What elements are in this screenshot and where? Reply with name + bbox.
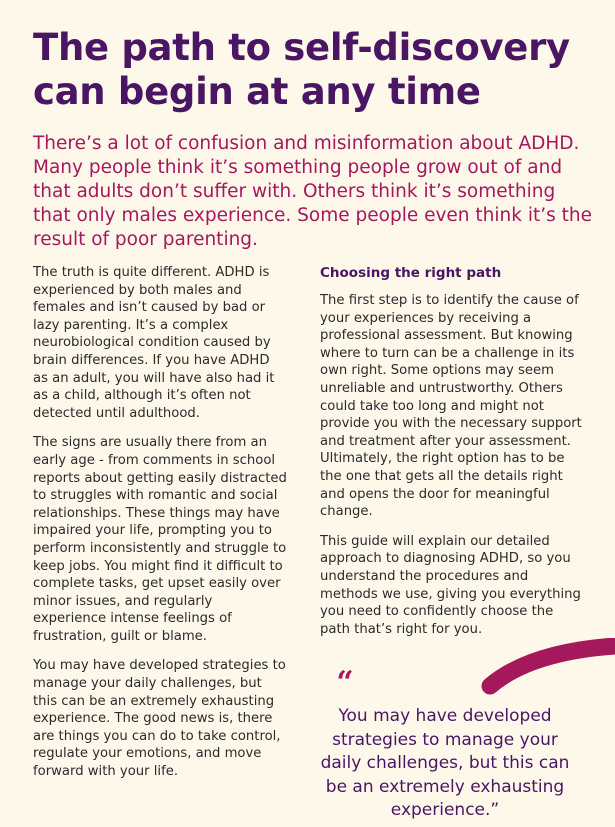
body-paragraph: You may have developed strategies to manage your daily challenges, but this can be an extremely exhausting experience. The good news is, there are things you can do to take control, regulate your emotions, and move forward with your life. [33,658,286,780]
left-column [33,264,287,793]
body-paragraph: The truth is quite different. ADHD is experienced by both males and females and isn’t caused by bad or lazy parenting. It’s a complex neurobiological condition caused by brain differences. If you have ADHD as an adult, you will have also had it as a child, although it’s often not detected until adulthood. [33,265,275,421]
quote-mark-icon: “ [336,665,354,700]
body-paragraph: The signs are usually there from an early age - from comments in school reports about getting easily distracted to struggles with romantic and social relationships. These things may have impaired your life, prompting you to perform inconsistently and struggle to keep jobs. You might find it difficult to complete tasks, get upset easily over minor issues, and regularly experience intense feelings of frustration, guilt or blame. [33,435,287,644]
pull-quote: You may have developed strategies to manage your daily challenges, but this can be an extremely exhausting experience.” [320,706,570,820]
right-column [320,264,586,650]
section-heading: Choosing the right path [320,265,502,281]
intro-paragraph: There’s a lot of confusion and misinformation about ADHD. Many people think it’s something people grow out of and that adults don’t suffer with. Others think it’s something that only males experience. Some people even think it’s the result of poor parenting. [33,133,593,250]
body-paragraph: This guide will explain our detailed approach to diagnosing ADHD, so you understand the procedures and methods we use, giving you everything you need to confidently choose the path that’s right for you. [320,533,581,637]
swoosh-decoration [470,638,615,698]
page-title: The path to self-discovery can begin at any time [33,26,570,113]
body-paragraph: The first step is to identify the cause of your experiences by receiving a professional assessment. But knowing where to turn can be a challenge in its own right. Some options may seem unreliable and untrustworthy. Others could take too long and might not provide you with the necessary support and treatment after your assessment. Ultimately, the right option has to be the one that gets all the details right and opens the door for meaningful change. [320,293,582,520]
